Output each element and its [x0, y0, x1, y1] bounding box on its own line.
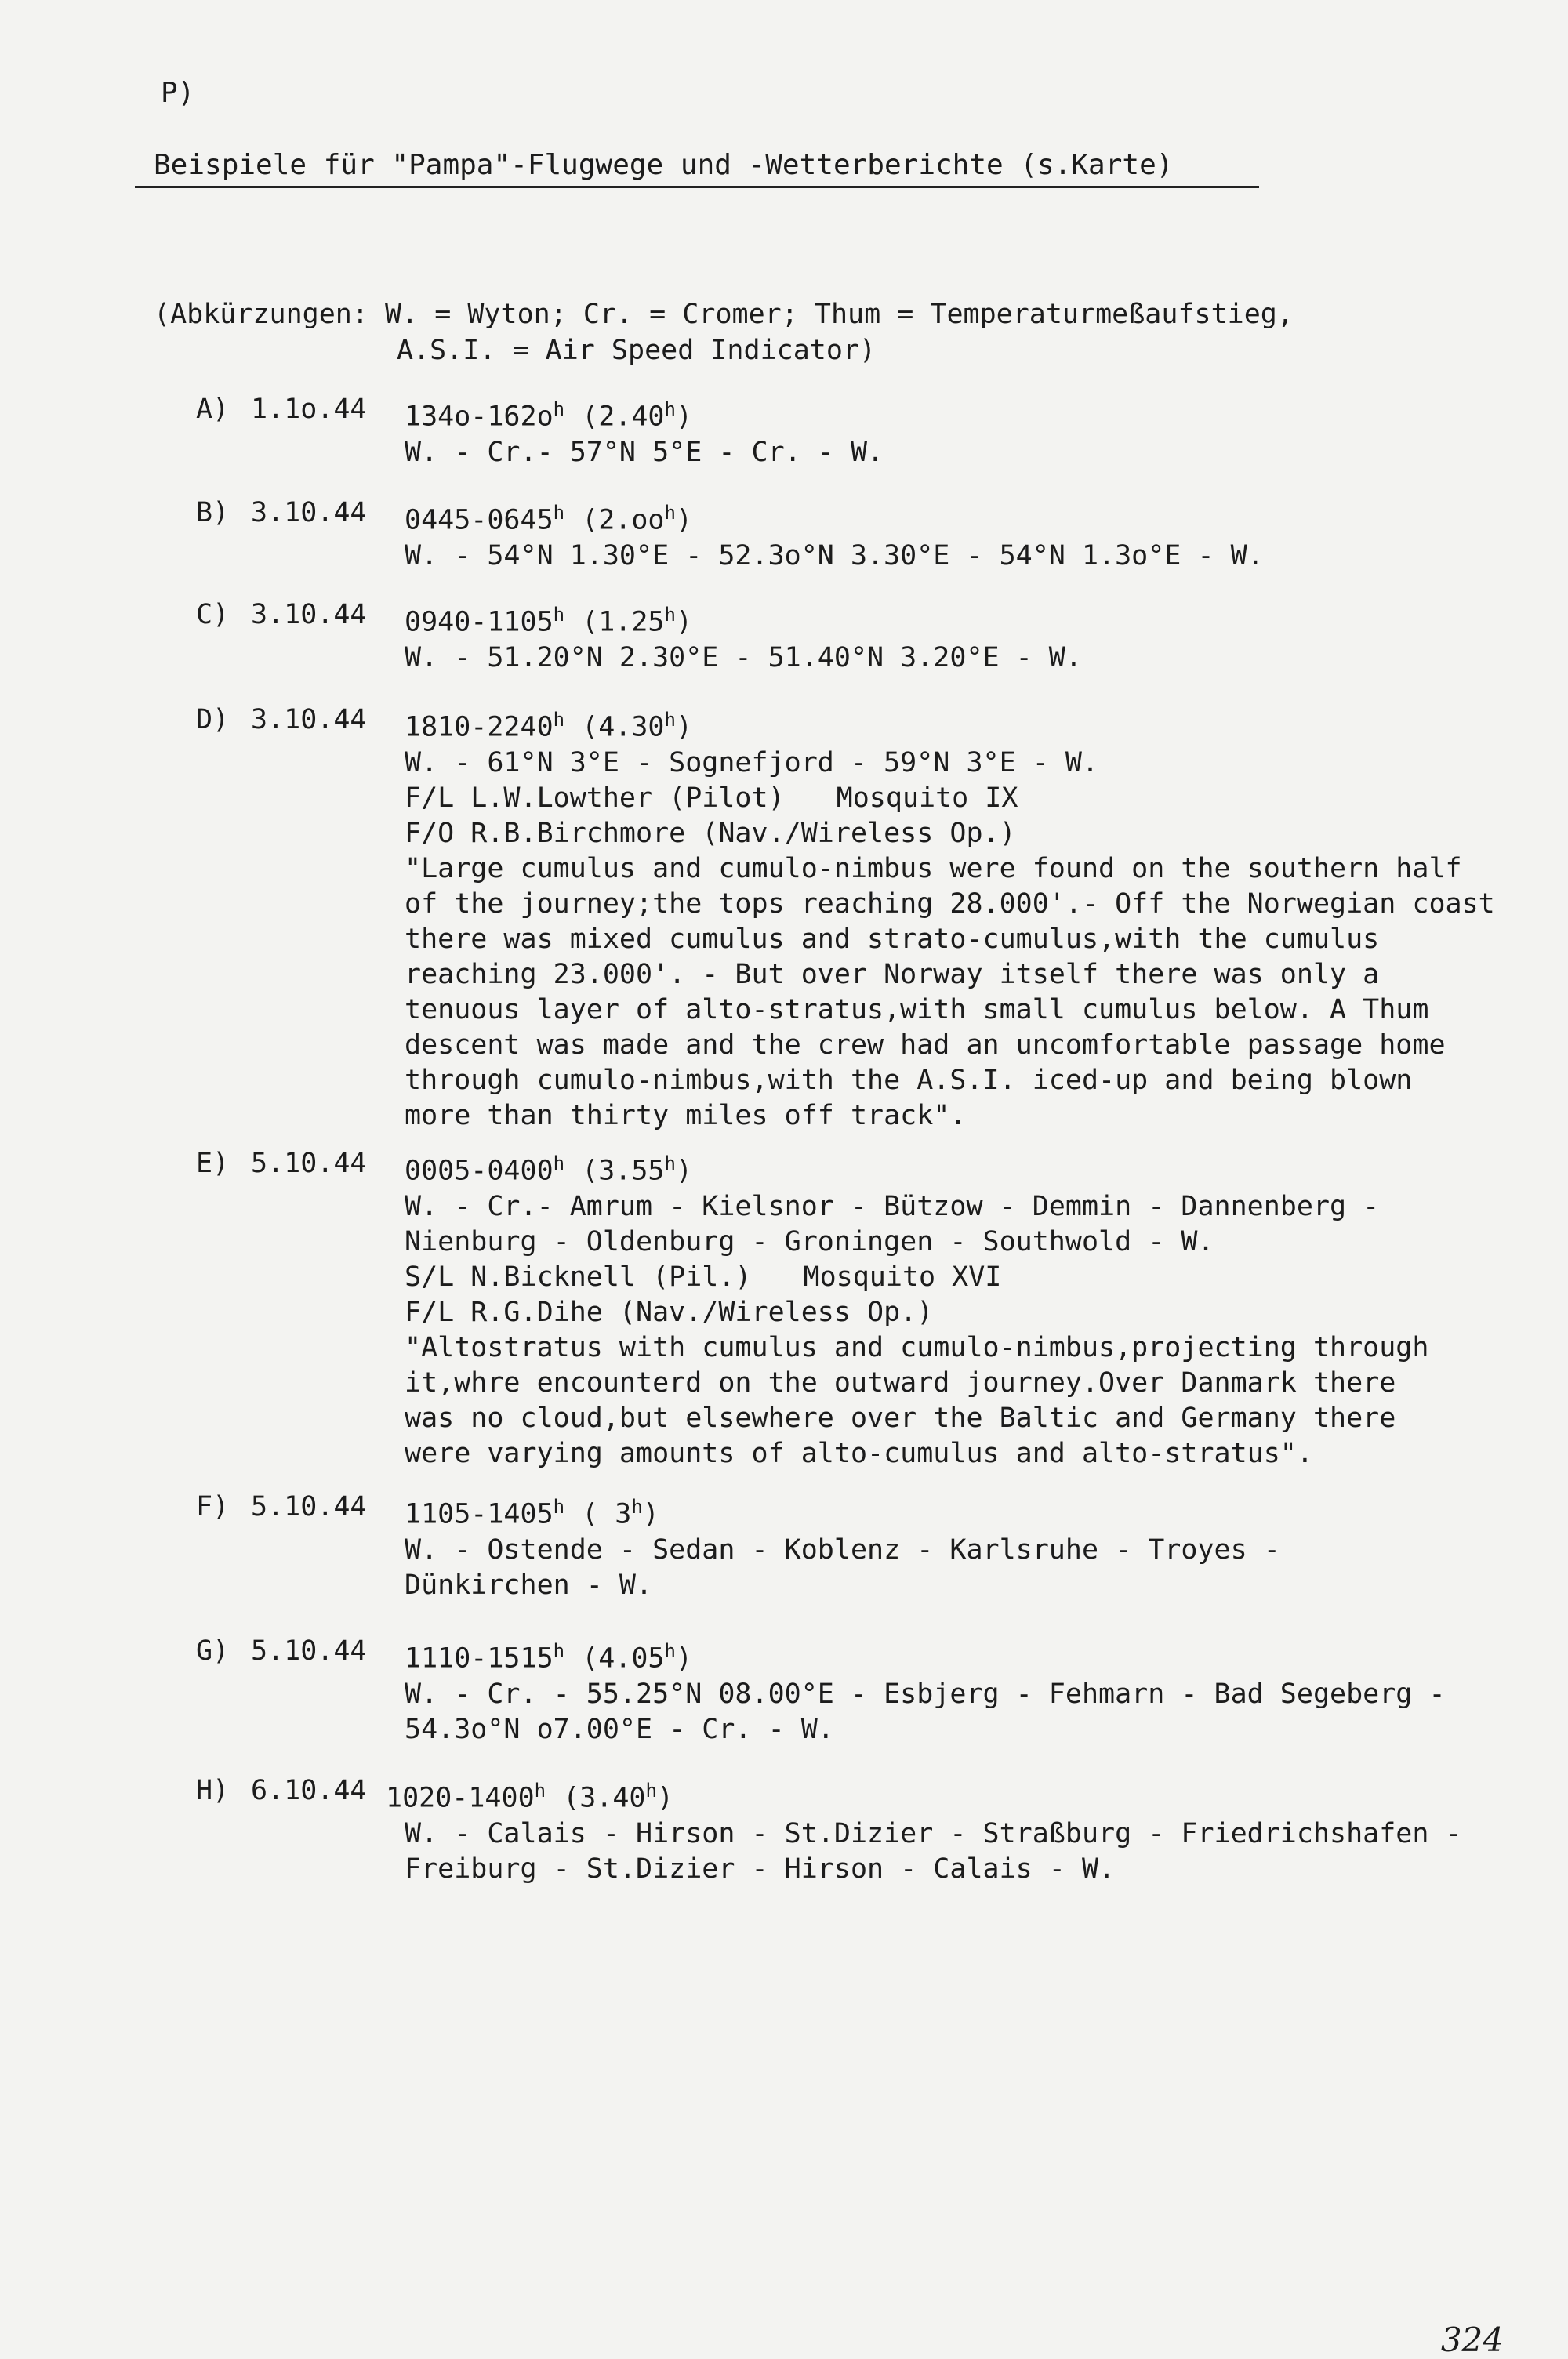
entry-route: 54.3o°N o7.00°E - Cr. - W. [405, 1713, 834, 1745]
flight-entry-c: C) 3.10.44 0940-1105$^h$ (1.25$^h$) W. - 51.20°N 2.30°E - 51.40°N 3.20°E - W. [196, 597, 1082, 676]
entry-date: 5.10.44 [251, 1635, 367, 1667]
entry-route: Nienburg - Oldenburg - Groningen - Southwold - W. [405, 1225, 1214, 1258]
entry-letter: D) [196, 704, 230, 735]
entry-date: 3.10.44 [251, 704, 367, 735]
flight-entry-g: G) 5.10.44 1110-1515$^h$ (4.05$^h$) W. - Cr. - 55.25°N 08.00°E - Esbjerg - Fehmarn - Bad Segeberg - 54.3o°N o7.00°E - Cr. - W. [196, 1634, 1446, 1747]
entry-aircraft: Mosquito XVI [803, 1261, 1002, 1293]
flight-entry-b: B) 3.10.44 0445-0645$^h$ $(2.oo^h)$ W. - 54°N 1.30°E - 52.3o°N 3.30°E - 54°N 1.3o°E - W. [196, 495, 1264, 574]
entry-letter: B) [196, 497, 230, 528]
entry-time: 134o-162o [405, 401, 554, 433]
report-line: there was mixed cumulus and strato-cumulus,with the cumulus [405, 923, 1380, 955]
report-line: descent was made and the crew had an uncomfortable passage home [405, 1029, 1446, 1061]
entry-duration: 1.25 [598, 606, 665, 638]
entry-route: Freiburg - St.Dizier - Hirson - Calais - W. [405, 1853, 1116, 1885]
entry-date: 3.10.44 [251, 497, 367, 528]
entry-letter: F) [196, 1491, 230, 1522]
entry-time: 1110-1515 [405, 1642, 554, 1675]
entry-duration: 4.05 [598, 1642, 665, 1675]
report-line: were varying amounts of alto-cumulus and alto-stratus". [405, 1437, 1313, 1469]
entry-route: W. - Cr. - 55.25°N 08.00°E - Esbjerg - Fehmarn - Bad Segeberg - [405, 1678, 1446, 1710]
report-line: was no cloud,but elsewhere over the Baltic and Germany there [405, 1402, 1396, 1434]
entry-route: W. - Cr.- Amrum - Kielsnor - Bützow - Demmin - Dannenberg - [405, 1190, 1380, 1222]
entry-time: 0445-0645 [405, 504, 554, 536]
entry-route: Dünkirchen - W. [405, 1569, 653, 1601]
entry-time: 0005-0400 [405, 1155, 554, 1187]
report-line: it,whre encounterd on the outward journey.Over Danmark there [405, 1366, 1396, 1399]
entry-letter: E) [196, 1148, 230, 1179]
report-line: tenuous layer of alto-stratus,with small cumulus below. A Thum [405, 993, 1429, 1025]
entry-time: 1105-1405 [405, 1498, 554, 1530]
entry-aircraft: Mosquito IX [836, 782, 1018, 814]
entry-duration: 2.40 [598, 401, 665, 433]
entry-date: 5.10.44 [251, 1491, 367, 1522]
entry-pilot: S/L N.Bicknell (Pil.) [405, 1261, 752, 1293]
entry-route: W. - Ostende - Sedan - Koblenz - Karlsruhe - Troyes - [405, 1533, 1280, 1566]
entry-duration: 4.30 [598, 711, 665, 743]
report-line: "Large cumulus and cumulo-nimbus were found on the southern half [405, 852, 1462, 884]
report-line: reaching 23.000'. - But over Norway itself there was only a [405, 958, 1380, 990]
flight-entry-d: D) 3.10.44 1810-2240$^h$ (4.30$^h$) W. - 61°N 3°E - Sognefjord - 59°N 3°E - W. F/L L.W.Lowther (Pilot) Mosquito IX F/O R.B.Birchmore (Nav./Wireless Op.) "Large cumulus and cumulo-nimbus were found on the southern half of the journey;the tops reaching 28.000'.- Off the Norwegian coast there was mixed cumulus and strato-cumulus,with the cumulus reaching 23.000'. - But over Norway itself there was only a tenuous layer of alto-stratus,with small cumulus below. A Thum descent was made and the crew had an uncomfortable passage home through cumulo-nimbus,with the A.S.I. iced-up and being blown more than thirty miles off track". [196, 702, 1495, 1134]
entry-route: W. - Cr.- 57°N 5°E - Cr. - W. [405, 436, 884, 468]
entry-time: 1020-1400 [386, 1782, 535, 1814]
entry-date: 6.10.44 [251, 1775, 367, 1806]
entry-time: 1810-2240 [405, 711, 554, 743]
flight-entry-a: A) 1.1o.44 $134o-162o^h$ (2.40$^h$) W. - Cr.- 57°N 5°E - Cr. - W. [196, 392, 884, 470]
page-heading: Beispiele für "Pampa"-Flugwege und -Wetterberichte (s.Karte) [135, 149, 1259, 188]
flight-entry-f: F) 5.10.44 1105-1405$^h$ ( 3$^h$) W. - Ostende - Sedan - Koblenz - Karlsruhe - Troyes - Dünkirchen - W. [196, 1490, 1280, 1603]
report-line: of the journey;the tops reaching 28.000'.- Off the Norwegian coast [405, 887, 1495, 920]
entry-navigator: F/O R.B.Birchmore (Nav./Wireless Op.) [405, 817, 1016, 849]
flight-entry-e: E) 5.10.44 0005-0400$^h$ (3.55$^h$) W. - Cr.- Amrum - Kielsnor - Bützow - Demmin - Dannenberg - Nienburg - Oldenburg - Groningen - Southwold - W. S/L N.Bicknell (Pil.) Mosquito XVI F/L R.G.Dihe (Nav./Wireless Op.) "Altostratus with cumulus and cumulo-nimbus,projecting through it,whre encounterd on the outward journey.Over Danmark there was no cloud,but elsewhere over the Baltic and Germany there were varying amounts of alto-cumulus and alto-stratus". [196, 1146, 1428, 1472]
abbreviations-line-1: (Abkürzungen: W. = Wyton; Cr. = Cromer; Thum = Temperaturmeßaufstieg, [154, 299, 1294, 330]
entry-duration: 2.oo [598, 504, 665, 536]
entry-time: 0940-1105 [405, 606, 554, 638]
entry-navigator: F/L R.G.Dihe (Nav./Wireless Op.) [405, 1296, 934, 1328]
report-line: "Altostratus with cumulus and cumulo-nimbus,projecting through [405, 1331, 1429, 1363]
entry-letter: A) [196, 394, 230, 425]
entry-pilot: F/L L.W.Lowther (Pilot) [405, 782, 785, 814]
entry-letter: C) [196, 599, 230, 630]
report-line: more than thirty miles off track". [405, 1099, 967, 1131]
entry-route: W. - 51.20°N 2.30°E - 51.40°N 3.20°E - W. [405, 641, 1082, 673]
entry-route: W. - 61°N 3°E - Sognefjord - 59°N 3°E - W. [405, 746, 1099, 778]
entry-date: 1.1o.44 [251, 394, 367, 425]
entry-route: W. - 54°N 1.30°E - 52.3o°N 3.30°E - 54°N 1.3o°E - W. [405, 539, 1264, 572]
abbreviations-legend [154, 296, 1294, 368]
section-label: P) [161, 77, 195, 109]
flight-entry-h: H) 6.10.44 1020-1400$^h$ (3.40$^h$) W. - Calais - Hirson - St.Dizier - Straßburg - Friedrichshafen - Freiburg - St.Dizier - Hirson - Calais - W. [196, 1773, 1462, 1887]
abbreviations-line-2: A.S.I. = Air Speed Indicator) [397, 335, 877, 366]
entry-letter: G) [196, 1635, 230, 1667]
entry-duration: 3 [598, 1498, 632, 1530]
report-line: through cumulo-nimbus,with the A.S.I. iced-up and being blown [405, 1064, 1413, 1096]
entry-date: 5.10.44 [251, 1148, 367, 1179]
entry-route: W. - Calais - Hirson - St.Dizier - Straßburg - Friedrichshafen - [405, 1817, 1462, 1849]
entry-date: 3.10.44 [251, 599, 367, 630]
entry-letter: H) [196, 1775, 230, 1806]
entry-duration: 3.55 [598, 1155, 665, 1187]
page-number: 324 [1440, 2321, 1504, 2359]
entry-duration: 3.40 [579, 1782, 646, 1814]
